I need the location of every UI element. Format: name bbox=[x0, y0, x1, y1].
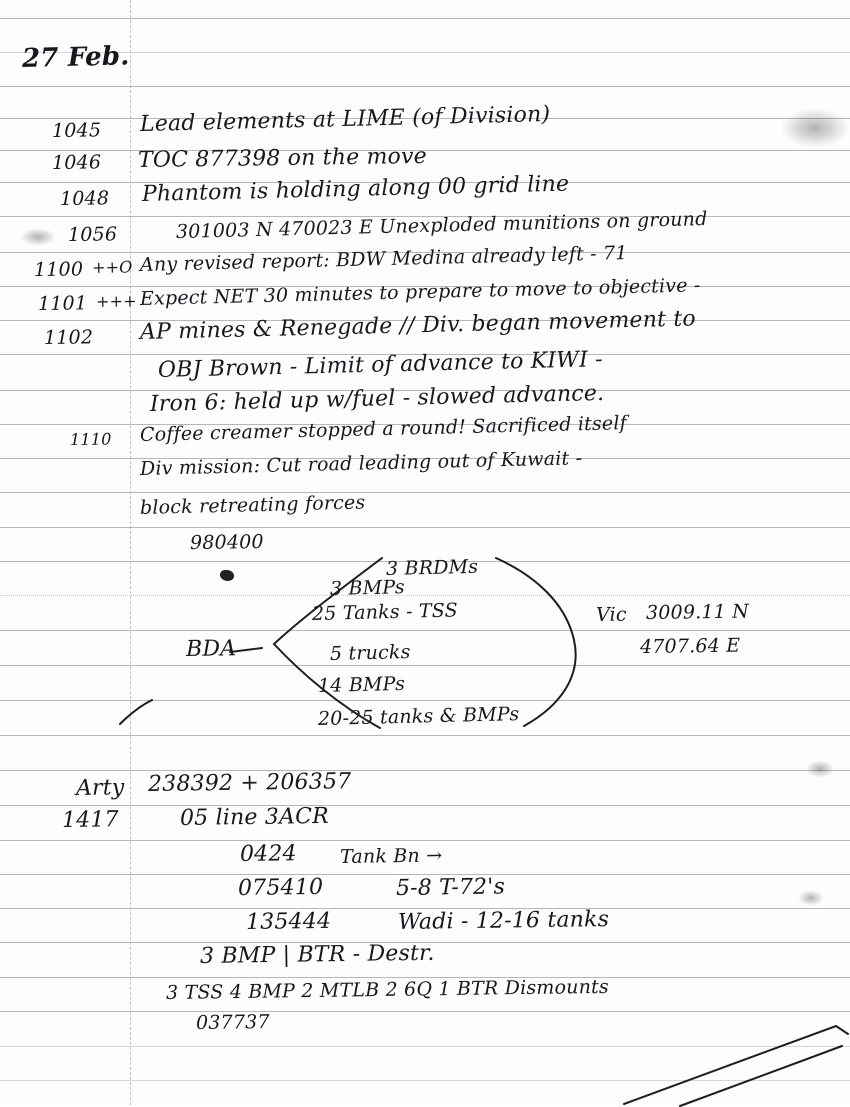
lower-log-text-bmp-btr: 3 BMP | BTR - Destr. bbox=[199, 940, 435, 969]
rule-line bbox=[0, 1046, 850, 1047]
bda-item-bmps-14: 14 BMPs bbox=[317, 672, 406, 697]
bda-item-tanks-bmps: 20-25 tanks & BMPs bbox=[317, 703, 520, 730]
rule-line bbox=[0, 18, 850, 19]
log-time-1056: 1056 bbox=[67, 223, 118, 246]
ink-blob bbox=[220, 570, 234, 581]
margin-line bbox=[130, 0, 131, 1105]
log-time-1100: 1100 bbox=[33, 258, 84, 281]
log-marks-1101: +++ bbox=[95, 291, 137, 311]
diagonal-sketch bbox=[620, 1012, 850, 1107]
log-text-iron6: Iron 6: held up w/fuel - slowed advance. bbox=[149, 380, 605, 417]
log-text-block-forces: block retreating forces bbox=[139, 491, 366, 519]
log-text-1048: Phantom is holding along 00 grid line bbox=[141, 171, 570, 207]
rule-line bbox=[0, 86, 850, 87]
lower-log-text-075410: 5-8 T-72's bbox=[395, 874, 506, 901]
rule-line bbox=[0, 1011, 850, 1012]
log-text-1101: Expect NET 30 minutes to prepare to move to objective - bbox=[139, 274, 701, 310]
ink-smudge bbox=[780, 108, 850, 148]
log-text-1056: 301003 N 470023 E Unexploded munitions on ground bbox=[175, 208, 708, 243]
rule-line bbox=[0, 492, 850, 493]
log-text-1045: Lead elements at LIME (of Division) bbox=[139, 101, 551, 137]
log-time-1046: 1046 bbox=[51, 151, 102, 174]
rule-line bbox=[0, 840, 850, 841]
lower-log-text-summary: 3 TSS 4 BMP 2 MTLB 2 6Q 1 BTR Dismounts bbox=[165, 975, 610, 1004]
lower-log-text-1417: 05 line 3ACR bbox=[179, 803, 330, 831]
log-marks-1100: ++O bbox=[91, 257, 133, 277]
log-text-1100: Any revised report: BDW Medina already left - 71 bbox=[139, 242, 628, 276]
log-time-1045: 1045 bbox=[51, 119, 102, 142]
bda-label: BDA bbox=[185, 636, 237, 662]
lower-log-time-0424: 0424 bbox=[239, 841, 297, 867]
log-text-1046: TOC 877398 on the move bbox=[137, 143, 428, 173]
rule-line bbox=[0, 527, 850, 528]
lower-log-time-135444: 135444 bbox=[245, 908, 332, 935]
log-time-1048: 1048 bbox=[59, 187, 110, 210]
log-time-1110: 1110 bbox=[69, 429, 112, 449]
bda-item-trucks: 5 trucks bbox=[329, 641, 411, 665]
bda-coordinate-east: 4707.64 E bbox=[639, 634, 741, 658]
rule-line bbox=[0, 805, 850, 806]
log-text-1102: AP mines & Renegade // Div. began movement to bbox=[139, 306, 697, 345]
ink-smudge bbox=[806, 760, 834, 778]
log-text-obj-brown: OBJ Brown - Limit of advance to KIWI - bbox=[157, 347, 604, 383]
rule-line bbox=[0, 735, 850, 736]
lower-log-grid-037737: 037737 bbox=[195, 1010, 270, 1034]
lower-log-time-1417: 1417 bbox=[61, 807, 119, 833]
log-time-1101: 1101 bbox=[37, 292, 88, 315]
bda-pointer-stroke bbox=[118, 698, 158, 728]
artillery-grids: 238392 + 206357 bbox=[147, 769, 352, 797]
log-grid-980400: 980400 bbox=[189, 530, 264, 554]
rule-line bbox=[0, 665, 850, 666]
ink-smudge bbox=[20, 228, 56, 246]
log-text-1110: Coffee creamer stopped a round! Sacrificed itself bbox=[139, 412, 628, 446]
bda-item-brdms: 3 BRDMs bbox=[385, 555, 479, 580]
log-time-1102: 1102 bbox=[43, 326, 94, 349]
log-text-div-mission: Div mission: Cut road leading out of Kuwait - bbox=[139, 447, 583, 480]
lower-log-time-075410: 075410 bbox=[237, 874, 324, 901]
bda-item-tanks-tss: 25 Tanks - TSS bbox=[311, 599, 459, 625]
rule-line bbox=[0, 630, 850, 631]
rule-line bbox=[0, 595, 850, 596]
ink-smudge bbox=[798, 890, 824, 906]
rule-line bbox=[0, 1080, 850, 1081]
rule-line bbox=[0, 700, 850, 701]
lower-log-text-0424: Tank Bn → bbox=[339, 844, 443, 868]
bda-vicinity-label: Vic bbox=[595, 603, 627, 626]
rule-line bbox=[0, 770, 850, 771]
bda-item-bmps-3: 3 BMPs bbox=[329, 576, 406, 600]
bda-coordinate-north: 3009.11 N bbox=[645, 600, 750, 624]
date-heading: 27 Feb. bbox=[21, 41, 130, 74]
lower-log-text-135444: Wadi - 12-16 tanks bbox=[397, 907, 610, 935]
artillery-label: Arty bbox=[75, 775, 125, 801]
